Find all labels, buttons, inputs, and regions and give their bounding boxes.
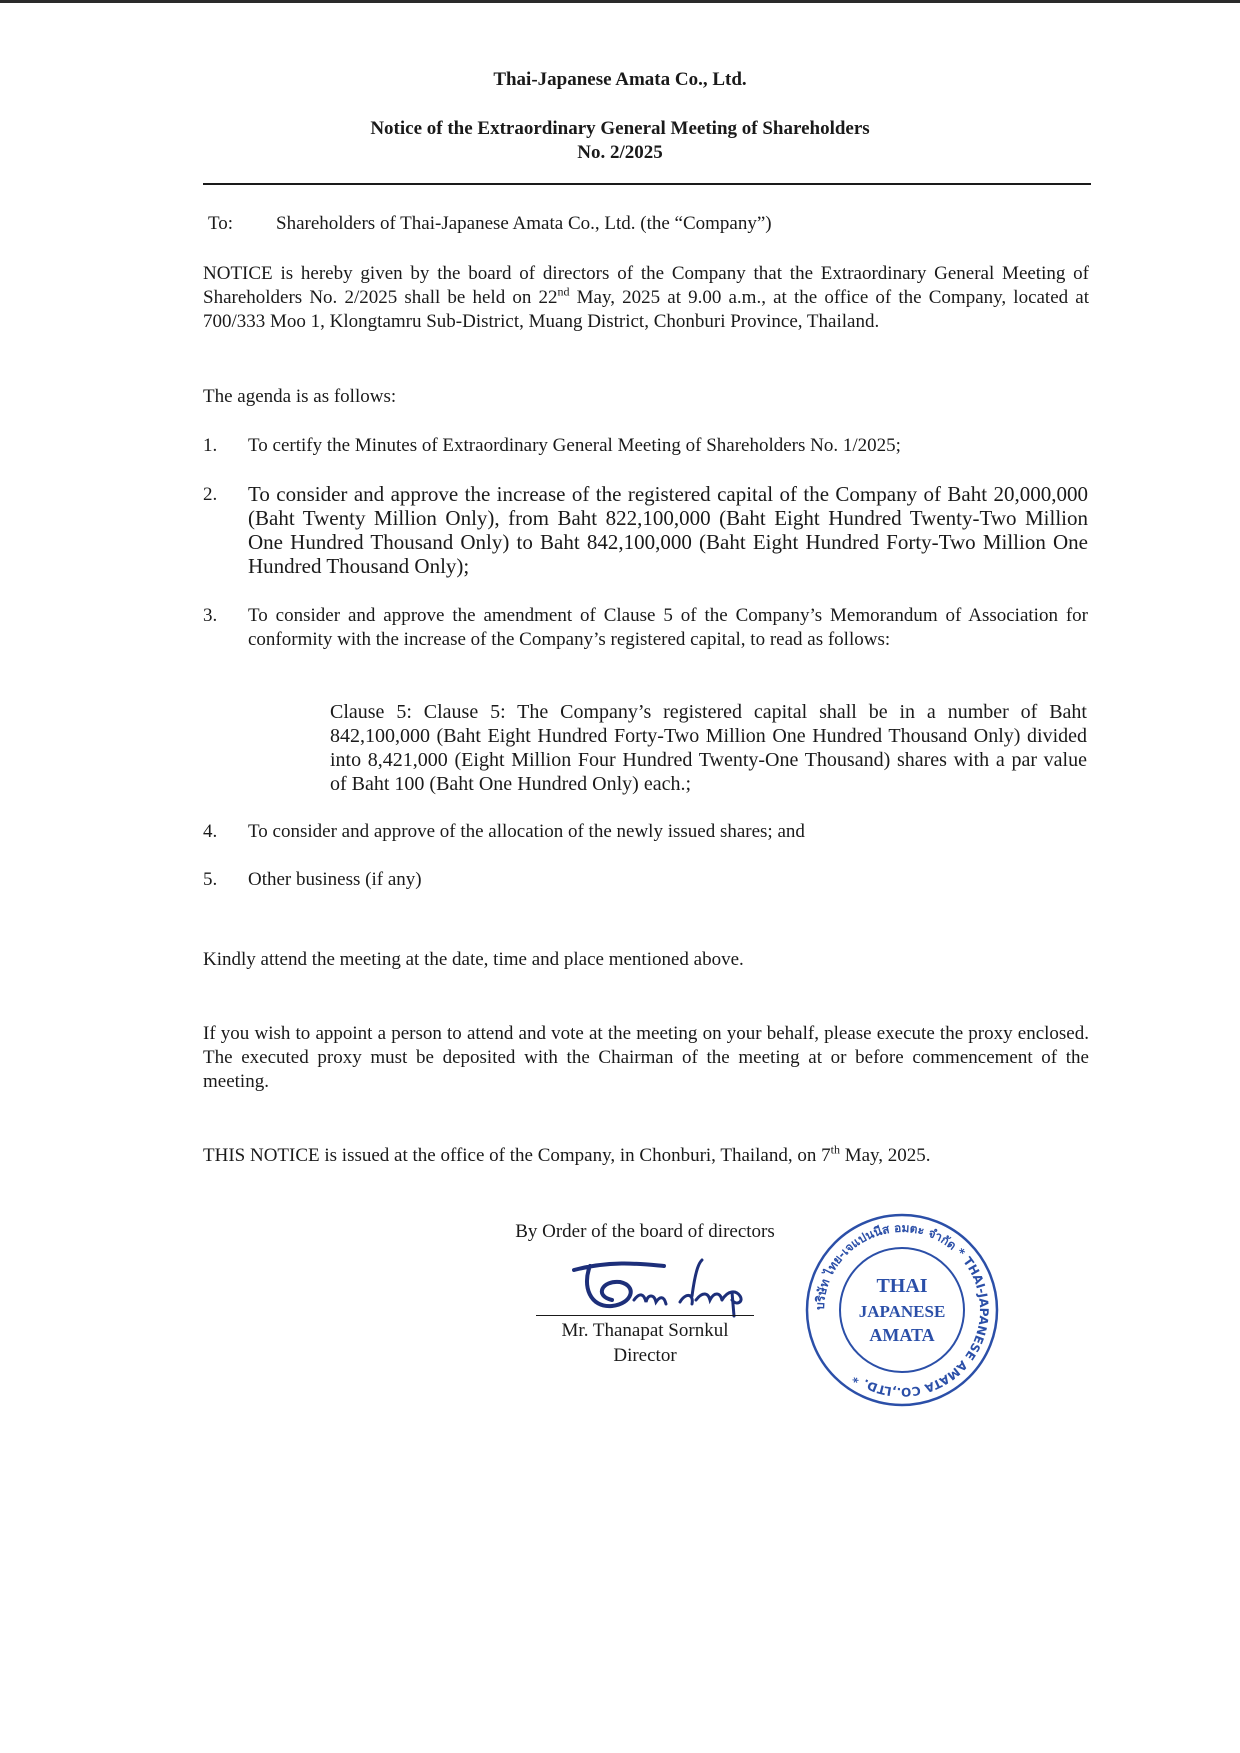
title-divider: [203, 183, 1091, 185]
agenda-item-4-text: To consider and approve of the allocation of the newly issued shares; and: [248, 821, 805, 842]
agenda-item-1-text: To certify the Minutes of Extraordinary General Meeting of Shareholders No. 1/2025;: [248, 435, 901, 456]
agenda-item-2-number: 2.: [203, 484, 218, 505]
agenda-intro: The agenda is as follows:: [203, 386, 397, 407]
attend-paragraph: Kindly attend the meeting at the date, time and place mentioned above.: [203, 949, 744, 970]
seal-ring-text: บริษัท ไทย-เจแปนนีส อมตะ จำกัด * THAI-JAPANESE AMATA CO.,LTD. *: [812, 1220, 992, 1400]
by-order-text: By Order of the board of directors: [515, 1221, 775, 1242]
notice-text-part2: May, 2025 at 9.00 a.m., at the office of the Company, located at 700/333 Moo 1, Klongtamru Sub-District, Muang District, Chonburi Province, Thailand.: [203, 287, 1089, 332]
clause-5-text: Clause 5: Clause 5: The Company’s registered capital shall be in a number of Baht 842,100,000 (Baht Eight Hundred Forty-Two Million One Hundred Thousand Only) divided into 8,421,000 (Eight Million Four Hundred Twenty-One Thousand) shares with a par value of Baht 100 (Baht One Hundred Only) each.;: [330, 701, 1087, 795]
signatory-position: Director: [613, 1345, 677, 1366]
to-recipients: Shareholders of Thai-Japanese Amata Co., Ltd. (the “Company”): [276, 213, 772, 234]
agenda-item-1-number: 1.: [203, 435, 218, 456]
agenda-item-5-number: 5.: [203, 869, 218, 890]
notice-number: No. 2/2025: [577, 142, 663, 163]
notice-paragraph: [203, 262, 1089, 334]
agenda-item-5-text: Other business (if any): [248, 869, 422, 890]
issued-text-part2: May, 2025.: [839, 1145, 931, 1166]
seal-line-3: AMATA: [869, 1325, 935, 1345]
scan-top-edge: [0, 0, 1240, 3]
notice-text-part1: NOTICE is hereby given by the board of directors of the Company that the Extraordinary General Meeting of Shareholders No. 2/2025 shall be held on 22: [203, 263, 1089, 308]
agenda-item-4-number: 4.: [203, 821, 218, 842]
seal-line-2: JAPANESE: [858, 1302, 946, 1321]
company-name: Thai-Japanese Amata Co., Ltd.: [493, 69, 747, 90]
issued-date-suffix: th: [830, 1142, 840, 1157]
notice-date-suffix: nd: [557, 284, 570, 299]
company-seal: [804, 1212, 1000, 1408]
to-label: To:: [208, 213, 234, 234]
proxy-paragraph: If you wish to appoint a person to attend and vote at the meeting on your behalf, please execute the proxy enclosed. The executed proxy must be deposited with the Chairman of the meeting at or before commencement of the meeting.: [203, 1023, 1089, 1092]
seal-line-1: THAI: [876, 1275, 928, 1297]
notice-title: Notice of the Extraordinary General Meeting of Shareholders: [370, 118, 870, 139]
agenda-item-2-text: To consider and approve the increase of the registered capital of the Company of Baht 20,000,000 (Baht Twenty Million Only), from Baht 822,100,000 (Baht Eight Hundred Twenty-Two Million One Hundred Thousand Only) to Baht 842,100,000 (Baht Eight Hundred Forty-Two Million One Hundred Thousand Only);: [248, 482, 1088, 578]
signature-line: [536, 1315, 754, 1316]
agenda-item-3-text: To consider and approve the amendment of Clause 5 of the Company’s Memorandum of Association for conformity with the increase of the Company’s registered capital, to read as follows:: [248, 605, 1088, 650]
issued-paragraph: [203, 1144, 1089, 1168]
issued-text-part1: THIS NOTICE is issued at the office of the Company, in Chonburi, Thailand, on 7: [203, 1145, 831, 1166]
signatory-name: Mr. Thanapat Sornkul: [561, 1320, 729, 1341]
agenda-item-3-number: 3.: [203, 605, 218, 626]
